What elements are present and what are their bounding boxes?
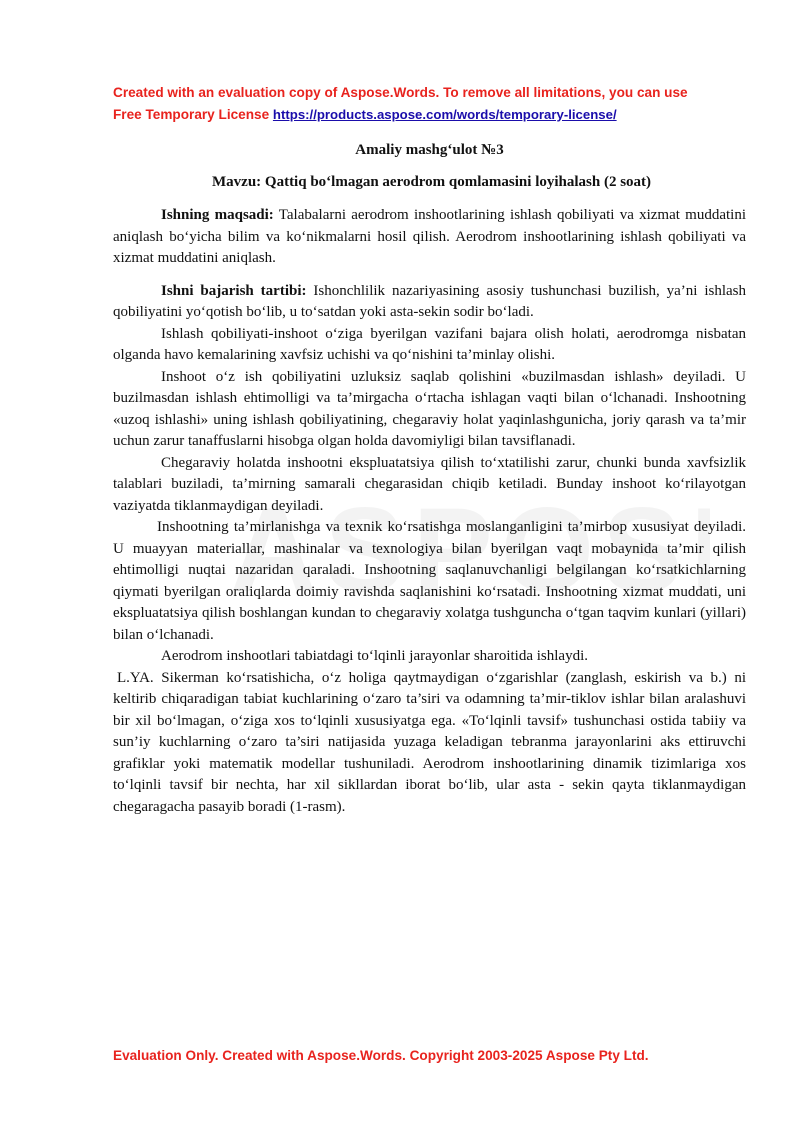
document-body [113,140,746,818]
evaluation-notice-prefix: Free Temporary License [113,107,273,122]
paragraph-wave-processes: Aerodrom inshootlari tabiatdagi to‘lqinli jarayonlar sharoitida ishlaydi. [161,648,588,664]
evaluation-notice-top [113,82,753,126]
paragraph-goal [113,205,746,270]
goal-text: Talabalarni aerodrom inshootlarining ishlash qobiliyati va xizmat muddatini aniqlash bo‘yicha bilim va ko‘nikmalarni hosil qilish. Aerodrom inshootlarining ishlash qobiliyati va xizmat muddatini aniqlash. [113,207,746,266]
evaluation-notice-line1: Created with an evaluation copy of Aspose.Words. To remove all limitations, you can use [113,85,688,100]
paragraph-reliability: Inshoot o‘z ish qobiliyatini uzluksiz saqlab qolishini «buzilmasdan ishlash» deyiladi. U buzilmasdan ishlash ehtimolligi va ta’mirgacha o‘rtacha ishlagan vaqti bilan o‘lchanadi. Inshootning «uzoq ishlashi» uning ishlash qobiliyatining, chegaraviy holat yaqinlashgunicha, joriy qarash va ta’mir uchun zarur tanaffuslarni hisobga olgan holda davomiyligi bilan tavsiflanadi. [113,368,746,449]
paragraph-limit-state: Chegaraviy holatda inshootni ekspluatatsiya qilish to‘xtatilishi zarur, chunki bunda xavfsizlik talablari buziladi, ta’mirning samarali chegarasidan chiqib ketiladi. Bunday inshoot ko‘rilayotgan vaziyatda tiklanmaydigan deyiladi. [113,454,746,514]
paragraph-procedure [113,281,746,324]
document-title: Amaliy mashg‘ulot №3 [355,142,504,158]
paragraph-capability: Ishlash qobiliyati-inshoot o‘ziga byerilgan vazifani bajara olish holati, aerodromga nisbatan olganda havo kemalarining xavfsiz uchishi va qo‘nishini ta’minlay olishi. [113,325,746,363]
evaluation-notice-bottom: Evaluation Only. Created with Aspose.Words. Copyright 2003-2025 Aspose Pty Ltd. [113,1048,649,1063]
paragraph-maintainability: Inshootning ta’mirlanishga va texnik ko‘rsatishga moslanganligini ta’mirbop xususiyat deyiladi. U muayyan materiallar, mashinalar va texnologiya bilan byerilgan vaqt mobaynida ta’mir qilish ehtimolligi nuqtai nazaridan qaraladi. Inshootning saqlanuvchanligi belgilangan ko‘rsatkichlarning qiymati byerilgan oraliqlarda doimiy ravishda saqlanishini ko‘rsatadi. Inshootning xizmat muddati, uni ekspluatatsiya qilish boshlangan kundan to chegaraviy xolatga tushguncha o‘tgan taqvim kunlari (yillari) bilan o‘lchanadi. [113,519,746,643]
document-subtitle: Mavzu: Qattiq bo‘lmagan aerodrom qomlamasini loyihalash (2 soat) [212,174,652,190]
procedure-label: Ishni bajarish tartibi: [161,282,307,299]
procedure-text: Ishonchlilik nazariyasining asosiy tushunchasi buzilish, ya’ni ishlash qobiliyatini yo‘qotish bo‘lib, u to‘satdan yoki asta-sekin sodir bo‘ladi. [113,282,746,320]
paragraph-sikerman: L.YA. Sikerman ko‘rsatishicha, o‘z holiga qaytmaydigan o‘zgarishlar (zanglash, eskirish va b.) ni keltirib chiqaradigan tabiat kuchlarining o‘zaro ta’siri va odamning ta’mir-tiklov ishlar bilan aralashuvi bir xil bo‘lmagan, o‘ziga xos to‘lqinli xususiyatga ega. «To‘lqinli tavsif» tushunchasi ostida tabiiy va sun’iy kuchlarning o‘zaro ta’siri natijasida yuzaga keladigan tebranma jarayonlarini aks ettiruvchi grafiklar yoki matematik modellar tushuniladi. Aerodrom inshootlarining dinamik tizimlariga xos to‘lqinli tavsif bir nechta, har xil sikllardan iborat bo‘lib, ular asta - sekin qayta tiklanmaydigan chegaragacha pasayib boradi (1-rasm). [113,669,746,815]
goal-label: Ishning maqsadi: [161,207,274,223]
evaluation-notice-line2 [113,104,753,126]
temporary-license-link[interactable]: https://products.aspose.com/words/temporary-license/ [272,107,617,122]
